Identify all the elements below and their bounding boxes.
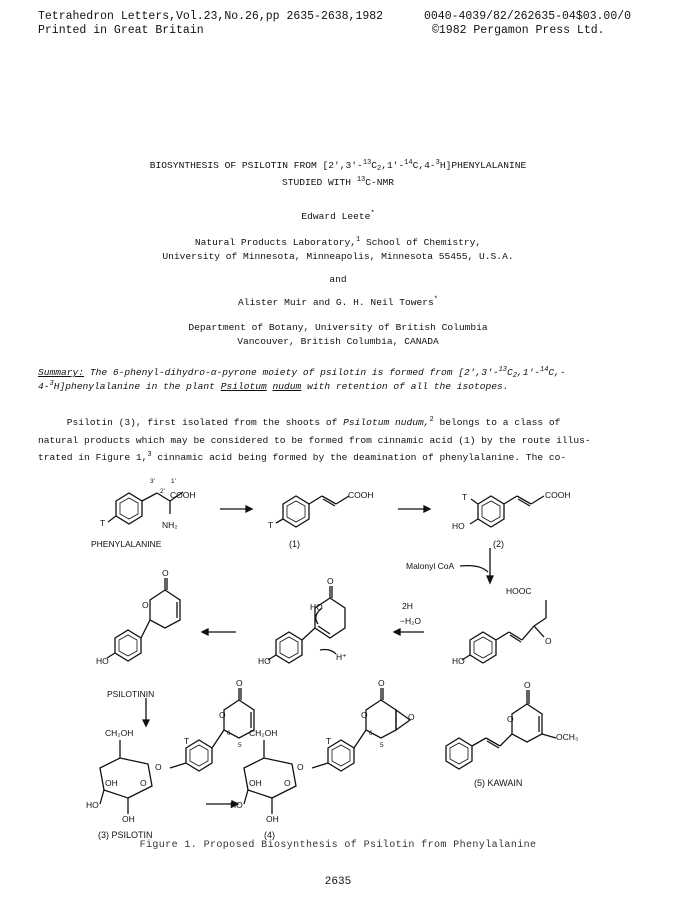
copyright-line: ©1982 Pergamon Press Ltd. — [432, 24, 605, 37]
label-cooh-1: COOH — [348, 490, 374, 500]
label-ho-4: HO — [230, 800, 243, 810]
author-2: Alister Muir and G. H. Neil Towers* — [238, 296, 438, 308]
label-2prime: 2' — [160, 488, 165, 495]
label-ho-mid-ring: HO — [258, 656, 271, 666]
label-o-keto: O — [545, 636, 552, 646]
affiliation-1-line2: University of Minnesota, Minneapolis, Minnesota 55455, U.S.A. — [162, 251, 514, 262]
label-o-5-ring: O — [507, 714, 514, 724]
cyclizing-intermediate-structure — [268, 586, 345, 663]
label-oh-3b: OH — [122, 814, 135, 824]
label-ho-3: HO — [86, 800, 99, 810]
diketo-intermediate-structure — [462, 600, 546, 663]
label-o-3-carbonyl: O — [236, 678, 243, 688]
label-ho-2: HO — [452, 521, 465, 531]
label-o-sugar-3: O — [140, 778, 147, 788]
label-cooh-phe: COOH — [170, 490, 196, 500]
psilotinin-structure — [107, 578, 180, 661]
label-o-psilotinin-ring: O — [142, 600, 149, 610]
label-t-phe: T — [100, 518, 106, 528]
psilotinin-label: PSILOTININ — [107, 689, 155, 699]
summary: Summary: The 6-phenyl-dihydro-α-pyrone moiety of psilotin is formed from [$2',3'-^{13}C_2,1'-^{14}C,-$ 4-$^3$H]phenylalanine in the plant Psilotum nudum with retention of all the isotopes. — [38, 366, 566, 392]
compound-1-label: (1) — [289, 539, 300, 549]
label-pos6-4: 6 — [369, 730, 373, 737]
label-t-3: T — [184, 736, 190, 746]
affiliation-2-line2: Vancouver, British Columbia, CANADA — [237, 336, 439, 347]
compound-3-label: (3) PSILOTIN — [98, 830, 153, 840]
label-och3: OCH₃ — [556, 732, 579, 742]
paper-title-line2: STUDIED WITH $^{13}$C-NMR — [281, 176, 395, 188]
label-nh2: NH₂ — [162, 520, 178, 530]
label-o-glyc-3: O — [155, 762, 162, 772]
label-o-5-carbonyl: O — [524, 680, 531, 690]
label-ch2oh-3: CH₂OH — [105, 728, 134, 738]
label-ho-keto: HO — [452, 656, 465, 666]
label-t-2: T — [462, 492, 468, 502]
kawain-structure — [446, 690, 556, 769]
label-o-epoxide: O — [408, 712, 415, 722]
label-o-4-carbonyl: O — [378, 678, 385, 688]
body-paragraph: Psilotin (3), first isolated from the shoots of Psilotum nudum,$^2$ belongs to a class of natural products which may be considered to be formed from cinnamic acid (1) by the route illus- trated in Figure 1,$^3$ cinnamic acid being formed by the deamination of phenylalanine. The co- — [38, 416, 591, 463]
cinnamic-acid-structure — [276, 496, 349, 527]
compound-2-structure — [470, 496, 544, 527]
label-o-glyc-4: O — [297, 762, 304, 772]
compound-4-structure — [244, 688, 410, 814]
label-h-plus: H⁺ — [336, 652, 347, 662]
compound-5-label: (5) KAWAIN — [474, 778, 523, 788]
label-2h: 2H — [402, 601, 413, 611]
label-1prime: 1' — [171, 478, 176, 485]
affiliation-1-line1: Natural Products Laboratory,$^1$ School of Chemistry, — [194, 236, 482, 248]
paper-title-line1: BIOSYNTHESIS OF PSILOTIN FROM $[2',3'-^{13}C_2,1'-^{14}C,4-^3H]PHENYLALANINE$ — [149, 159, 527, 173]
and-separator: and — [329, 274, 347, 285]
label-o-mid: O — [327, 576, 334, 586]
label-ch2oh-4: CH₂OH — [249, 728, 278, 738]
label-pos6-3: 6 — [227, 730, 231, 737]
label-hooc: HOOC — [506, 586, 532, 596]
label-oh-4b: OH — [266, 814, 279, 824]
affiliation-2-line1: Department of Botany, University of British Columbia — [188, 322, 488, 333]
label-ho-mid: HO — [310, 602, 323, 612]
label-o-sugar-4: O — [284, 778, 291, 788]
label-3prime: 3' — [150, 478, 155, 485]
compound-4-label: (4) — [264, 830, 275, 840]
label-minus-h2o: −H₂O — [400, 616, 422, 626]
biosynthesis-scheme — [0, 468, 676, 840]
label-o-3-ring: O — [219, 710, 226, 720]
compound-2-label: (2) — [493, 539, 504, 549]
label-t-4: T — [326, 736, 332, 746]
label-oh-4a: OH — [249, 778, 262, 788]
psilotin-structure — [100, 688, 254, 814]
label-o-4-ring: O — [361, 710, 368, 720]
phenylalanine-label: PHENYLALANINE — [91, 539, 162, 549]
printed-in-line: Printed in Great Britain — [38, 24, 204, 37]
journal-citation: Tetrahedron Letters,Vol.23,No.26,pp 2635-2638,1982 — [38, 10, 384, 23]
label-o-psilotinin-carbonyl: O — [162, 568, 169, 578]
label-cooh-2: COOH — [545, 490, 571, 500]
label-t-1: T — [268, 520, 274, 530]
malonyl-coa-label: Malonyl CoA — [406, 561, 455, 571]
label-pos5-4: 5 — [380, 742, 384, 749]
label-pos5-3: 5 — [238, 742, 242, 749]
author-1: Edward Leete* — [301, 210, 375, 222]
label-ho-psilotinin: HO — [96, 656, 109, 666]
journal-code: 0040-4039/82/262635-04$03.00/0 — [424, 10, 632, 23]
page-number: 2635 — [324, 876, 352, 888]
figure-caption: Figure 1. Proposed Biosynthesis of Psilotin from Phenylalanine — [139, 840, 537, 851]
label-oh-3a: OH — [105, 778, 118, 788]
